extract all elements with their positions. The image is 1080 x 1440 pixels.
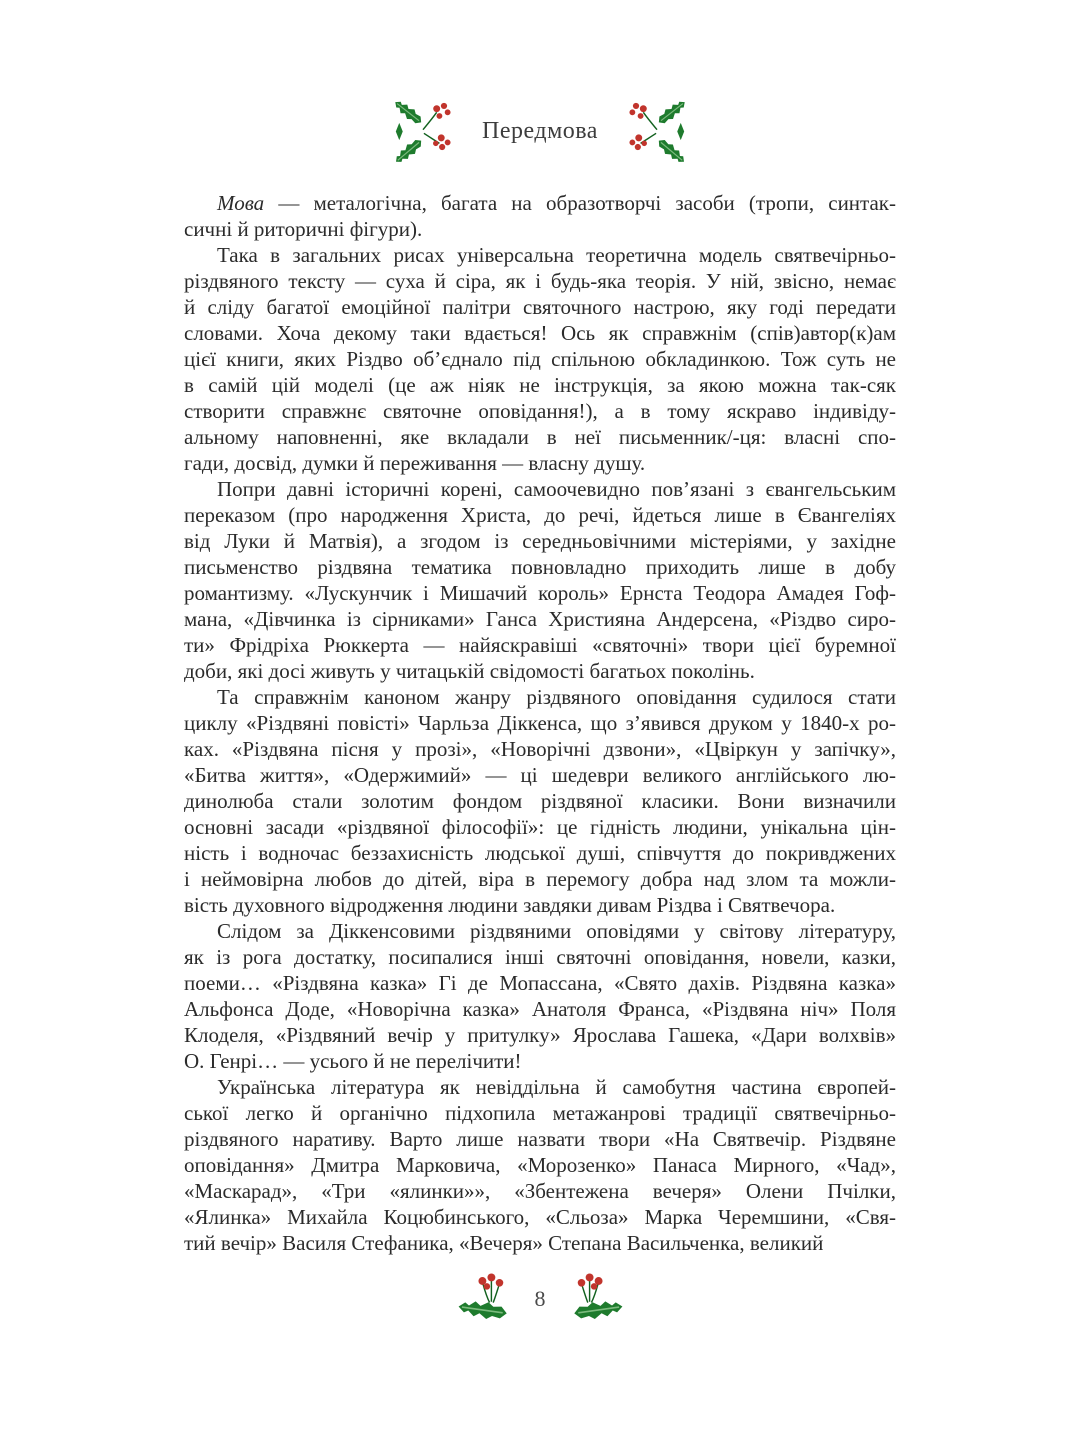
text-line: оповідання» Дмитра Марковича, «Морозенко» Панаса Мирного, «Чад»,	[184, 1153, 896, 1177]
text-line: доби, які досі живуть у читацькій свідомості багатьох поколінь.	[184, 659, 755, 683]
text-line: цієї книги, яких Різдво об’єднало під спільною обкладинкою. Тож суть не	[184, 347, 896, 371]
text-line: Клоделя, «Різдвяний вечір у притулку» Ярослава Гашека, «Дари волхвів»	[184, 1023, 896, 1047]
text-line: ти» Фрідріха Рюккерта — найяскравіші «святочні» твори цієї буремної	[184, 633, 896, 657]
text-line: основні засади «різдвяної філософії»: це гідність людини, унікальна цін-	[184, 815, 896, 839]
text-line: мана, «Дівчинка із сірниками» Ганса Християна Андерсена, «Різдво сиро-	[184, 607, 896, 631]
text-line: ність і водночас беззахисність людської душі, співчуття до покривджених	[184, 841, 896, 865]
text-line: вість духовного відродження людини завдяки дивам Різдва і Святвечора.	[184, 893, 836, 917]
text-line: Слідом за Діккенсовими різдвяними оповідями у світову літературу,	[217, 919, 896, 943]
text-line: динолюба стали золотим фондом різдвяної класики. Вони визначили	[184, 789, 896, 813]
text-line: ках. «Різдвяна пісня у прозі», «Новорічні дзвони», «Цвіркун у запічку»,	[184, 737, 896, 761]
paragraph	[184, 476, 896, 684]
text-line: гади, досвід, думки й переживання — власну душу.	[184, 451, 646, 475]
holly-ornament-left-icon	[390, 95, 456, 168]
text-line: поеми… «Різдвяна казка» Гі де Мопассана, «Свято дахів. Різдвяна казка»	[184, 971, 896, 995]
text-line: «Битва життя», «Одержимий» — ці шедеври великого англійського лю-	[184, 763, 896, 787]
text-line: Мова — металогічна, багата на образотворчі засоби (тропи, синтак-	[217, 191, 896, 215]
text-line: О. Генрі… — усього й не перелічити!	[184, 1049, 522, 1073]
text-line: і неймовірна любов до дітей, віра в перемогу добра над злом та можли-	[184, 867, 896, 891]
text-line: Альфонса Доде, «Новорічна казка» Анатоля Франса, «Різдвяна ніч» Поля	[184, 997, 896, 1021]
text-line: тий вечір» Василя Стефаника, «Вечеря» Степана Васильченка, великий	[184, 1231, 824, 1255]
text-line: циклу «Різдвяні повісті» Чарльза Діккенса, що з’явився друком у 1840-х ро-	[184, 711, 896, 735]
text-line: різдвяного тексту — суха й сіра, як і будь-яка теорія. У ній, звісно, немає	[184, 269, 896, 293]
text-line: як із рога достатку, посипалися інші святочні оповідання, новели, казки,	[184, 945, 896, 969]
text-line: ської легко й органічно підхопила метажанрові традиції святвечірньо-	[184, 1101, 896, 1125]
text-line: романтизму. «Лускунчик і Мишачий король» Ернста Теодора Амадея Гоф-	[184, 581, 896, 605]
page-number: 8	[534, 1286, 546, 1311]
text-line: від Луки й Матвія), а згодом із середньовічними містеріями, у західне	[184, 529, 896, 553]
paragraph	[184, 190, 896, 242]
paragraph	[184, 1074, 896, 1256]
text-line: словами. Хоча декому таки вдається! Ось як справжнім (спів)автор(к)ам	[184, 321, 896, 345]
text-line: «Ялинка» Михайла Коцюбинського, «Сльоза» Марка Черемшини, «Свя-	[184, 1205, 896, 1229]
text-line: сичні й риторичні фігури).	[184, 217, 423, 241]
text-line: різдвяного наративу. Варто лише назвати твори «На Святвечір. Різдвяне	[184, 1127, 896, 1151]
text-line: Та справжнім каноном жанру різдвяного оповідання судилося стати	[217, 685, 896, 709]
text-line: й сліду багатої емоційної палітри святочного настрою, яку годі передати	[184, 295, 896, 319]
body-text	[184, 190, 896, 1256]
text-line: переказом (про народження Христа, до речі, йдеться лише в Євангеліях	[184, 503, 896, 527]
holly-sprig-left-icon	[457, 1272, 515, 1326]
page-footer	[0, 1272, 1080, 1326]
holly-sprig-right-icon	[566, 1272, 624, 1326]
text-line: Українська література як невіддільна й самобутня частина європей-	[217, 1075, 896, 1099]
holly-ornament-right-icon	[624, 95, 690, 168]
chapter-header	[0, 95, 1080, 168]
text-line: створити справжнє святочне оповідання!), а в тому яскраво індивіду-	[184, 399, 896, 423]
paragraph	[184, 684, 896, 918]
text-line: «Маскарад», «Три «ялинки»», «Збентежена вечеря» Олени Пчілки,	[184, 1179, 896, 1203]
text-line: письменство різдвяна тематика повновладно приходить лише в добу	[184, 555, 896, 579]
chapter-title: Передмова	[482, 118, 598, 144]
text-line: Така в загальних рисах універсальна теоретична модель святвечірньо-	[217, 243, 896, 267]
text-line: Попри давні історичні корені, самоочевидно пов’язані з євангельським	[217, 477, 896, 501]
text-line: альному наповненні, яке вкладали в неї письменник/-ця: власні спо-	[184, 425, 896, 449]
text-line: в самій цій моделі (це аж ніяк не інструкція, за якою можна так-сяк	[184, 373, 896, 397]
paragraph	[184, 242, 896, 476]
paragraph	[184, 918, 896, 1074]
